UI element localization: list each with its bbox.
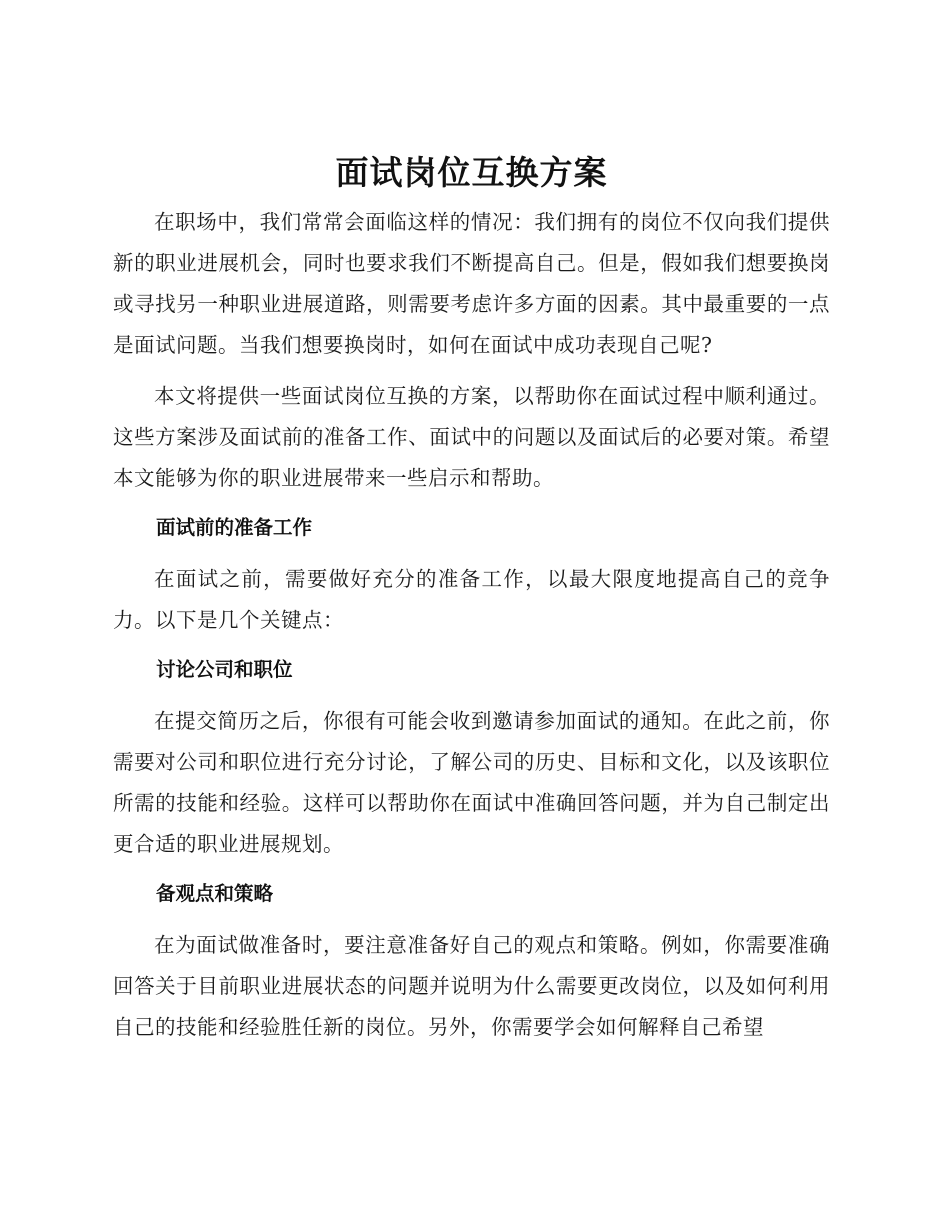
company-research-paragraph: 在提交简历之后，你很有可能会收到邀请参加面试的通知。在此之前，你需要对公司和职位进行充分讨论，了解公司的历史、目标和文化，以及该职位所需的技能和经验。这样可以帮助你在面试中准确回答问题，并为自己制定出更合适的职业进展规划。	[113, 709, 830, 856]
document-page	[113, 150, 830, 1058]
section-heading-company-research: 讨论公司和职位	[156, 658, 293, 681]
viewpoints-strategy-paragraph: 在为面试做准备时，要注意准备好自己的观点和策略。例如，你需要准确回答关于目前职业进展状态的问题并说明为什么需要更改岗位，以及如何利用自己的技能和经验胜任新的岗位。另外，你需要学会如何解释自己希望	[113, 933, 830, 1039]
intro-paragraph-2: 本文将提供一些面试岗位互换的方案，以帮助你在面试过程中顺利通过。这些方案涉及面试前的准备工作、面试中的问题以及面试后的必要对策。希望本文能够为你的职业进展带来一些启示和帮助。	[113, 384, 830, 490]
section-heading-preparation: 面试前的准备工作	[156, 516, 313, 539]
document-title: 面试岗位互换方案	[335, 153, 608, 192]
intro-paragraph-1: 在职场中，我们常常会面临这样的情况：我们拥有的岗位不仅向我们提供新的职业进展机会，同时也要求我们不断提高自己。但是，假如我们想要换岗或寻找另一种职业进展道路，则需要考虑许多方面的因素。其中最重要的一点是面试问题。当我们想要换岗时，如何在面试中成功表现自己呢?	[113, 210, 830, 357]
section-heading-viewpoints-strategy: 备观点和策略	[156, 882, 274, 905]
preparation-paragraph: 在面试之前，需要做好充分的准备工作，以最大限度地提高自己的竞争力。以下是几个关键点：	[113, 567, 830, 632]
